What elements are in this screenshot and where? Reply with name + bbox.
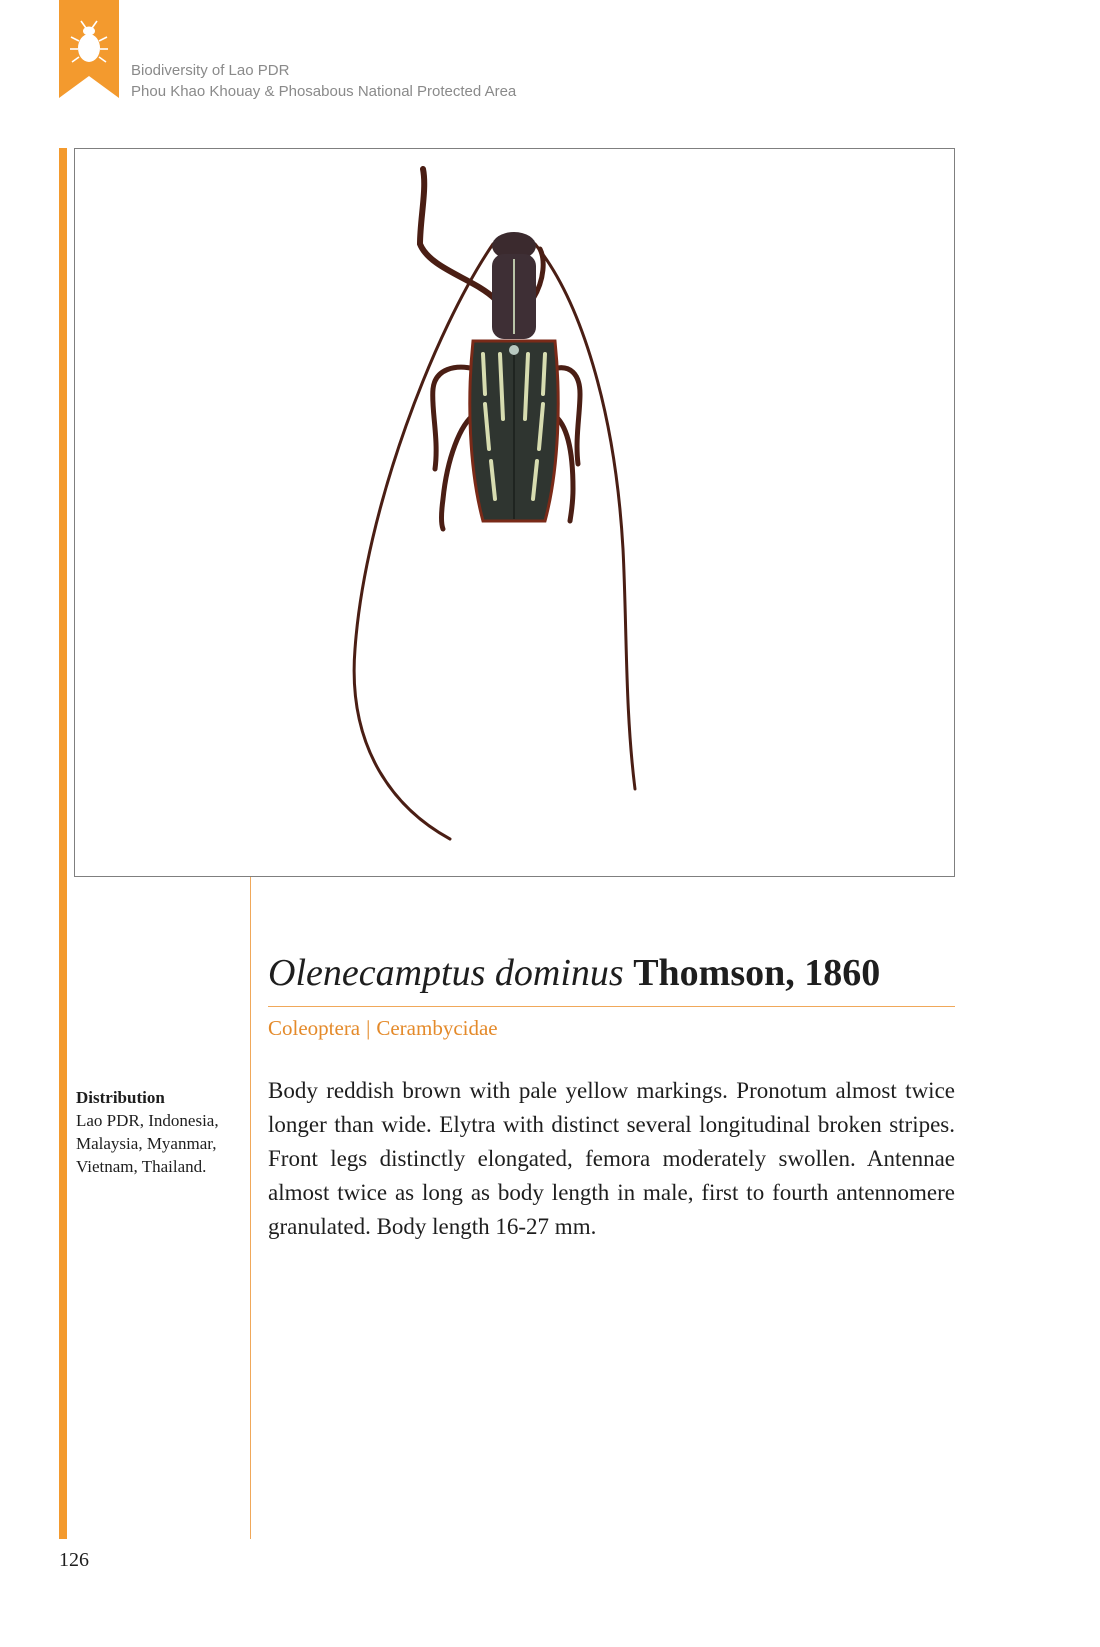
species-author: Thomson, 1860 xyxy=(633,952,881,994)
distribution-heading: Distribution xyxy=(76,1088,165,1107)
left-antenna xyxy=(354,244,493,839)
running-header xyxy=(131,60,516,102)
left-accent-bar xyxy=(59,148,67,1539)
header-badge xyxy=(59,0,119,98)
running-header-line1: Biodiversity of Lao PDR xyxy=(131,62,290,79)
specimen-photo xyxy=(74,148,955,877)
taxon-separator: | xyxy=(366,1016,371,1040)
beetle-scutellum xyxy=(509,345,519,355)
taxonomy-line xyxy=(268,1014,498,1042)
running-header-line2: Phou Khao Khouay & Phosabous National Protected Area xyxy=(131,83,517,100)
distribution-text: Lao PDR, Indonesia, Malaysia, Myanmar, Vietnam, Thailand. xyxy=(76,1111,219,1176)
column-divider xyxy=(250,877,251,1539)
taxon-family: Cerambycidae xyxy=(376,1016,498,1040)
species-title xyxy=(268,950,880,996)
species-description: Body reddish brown with pale yellow markings. Pronotum almost twice longer than wide. Elytra with distinct several longitudinal broken stripes. Front legs distinctly elongated, femora moderately swollen. Antennae almost twice as long as body length in male, first to fourth antennomere granulated. Body length 16-27 mm. xyxy=(268,1078,955,1239)
taxon-order: Coleoptera xyxy=(268,1016,361,1040)
page-number: 126 xyxy=(59,1549,89,1571)
species-name: Olenecamptus dominus xyxy=(268,952,624,994)
title-underline xyxy=(268,1006,955,1007)
beetle-illustration xyxy=(75,149,954,876)
right-antenna xyxy=(535,244,635,789)
front-left-leg xyxy=(420,169,495,299)
